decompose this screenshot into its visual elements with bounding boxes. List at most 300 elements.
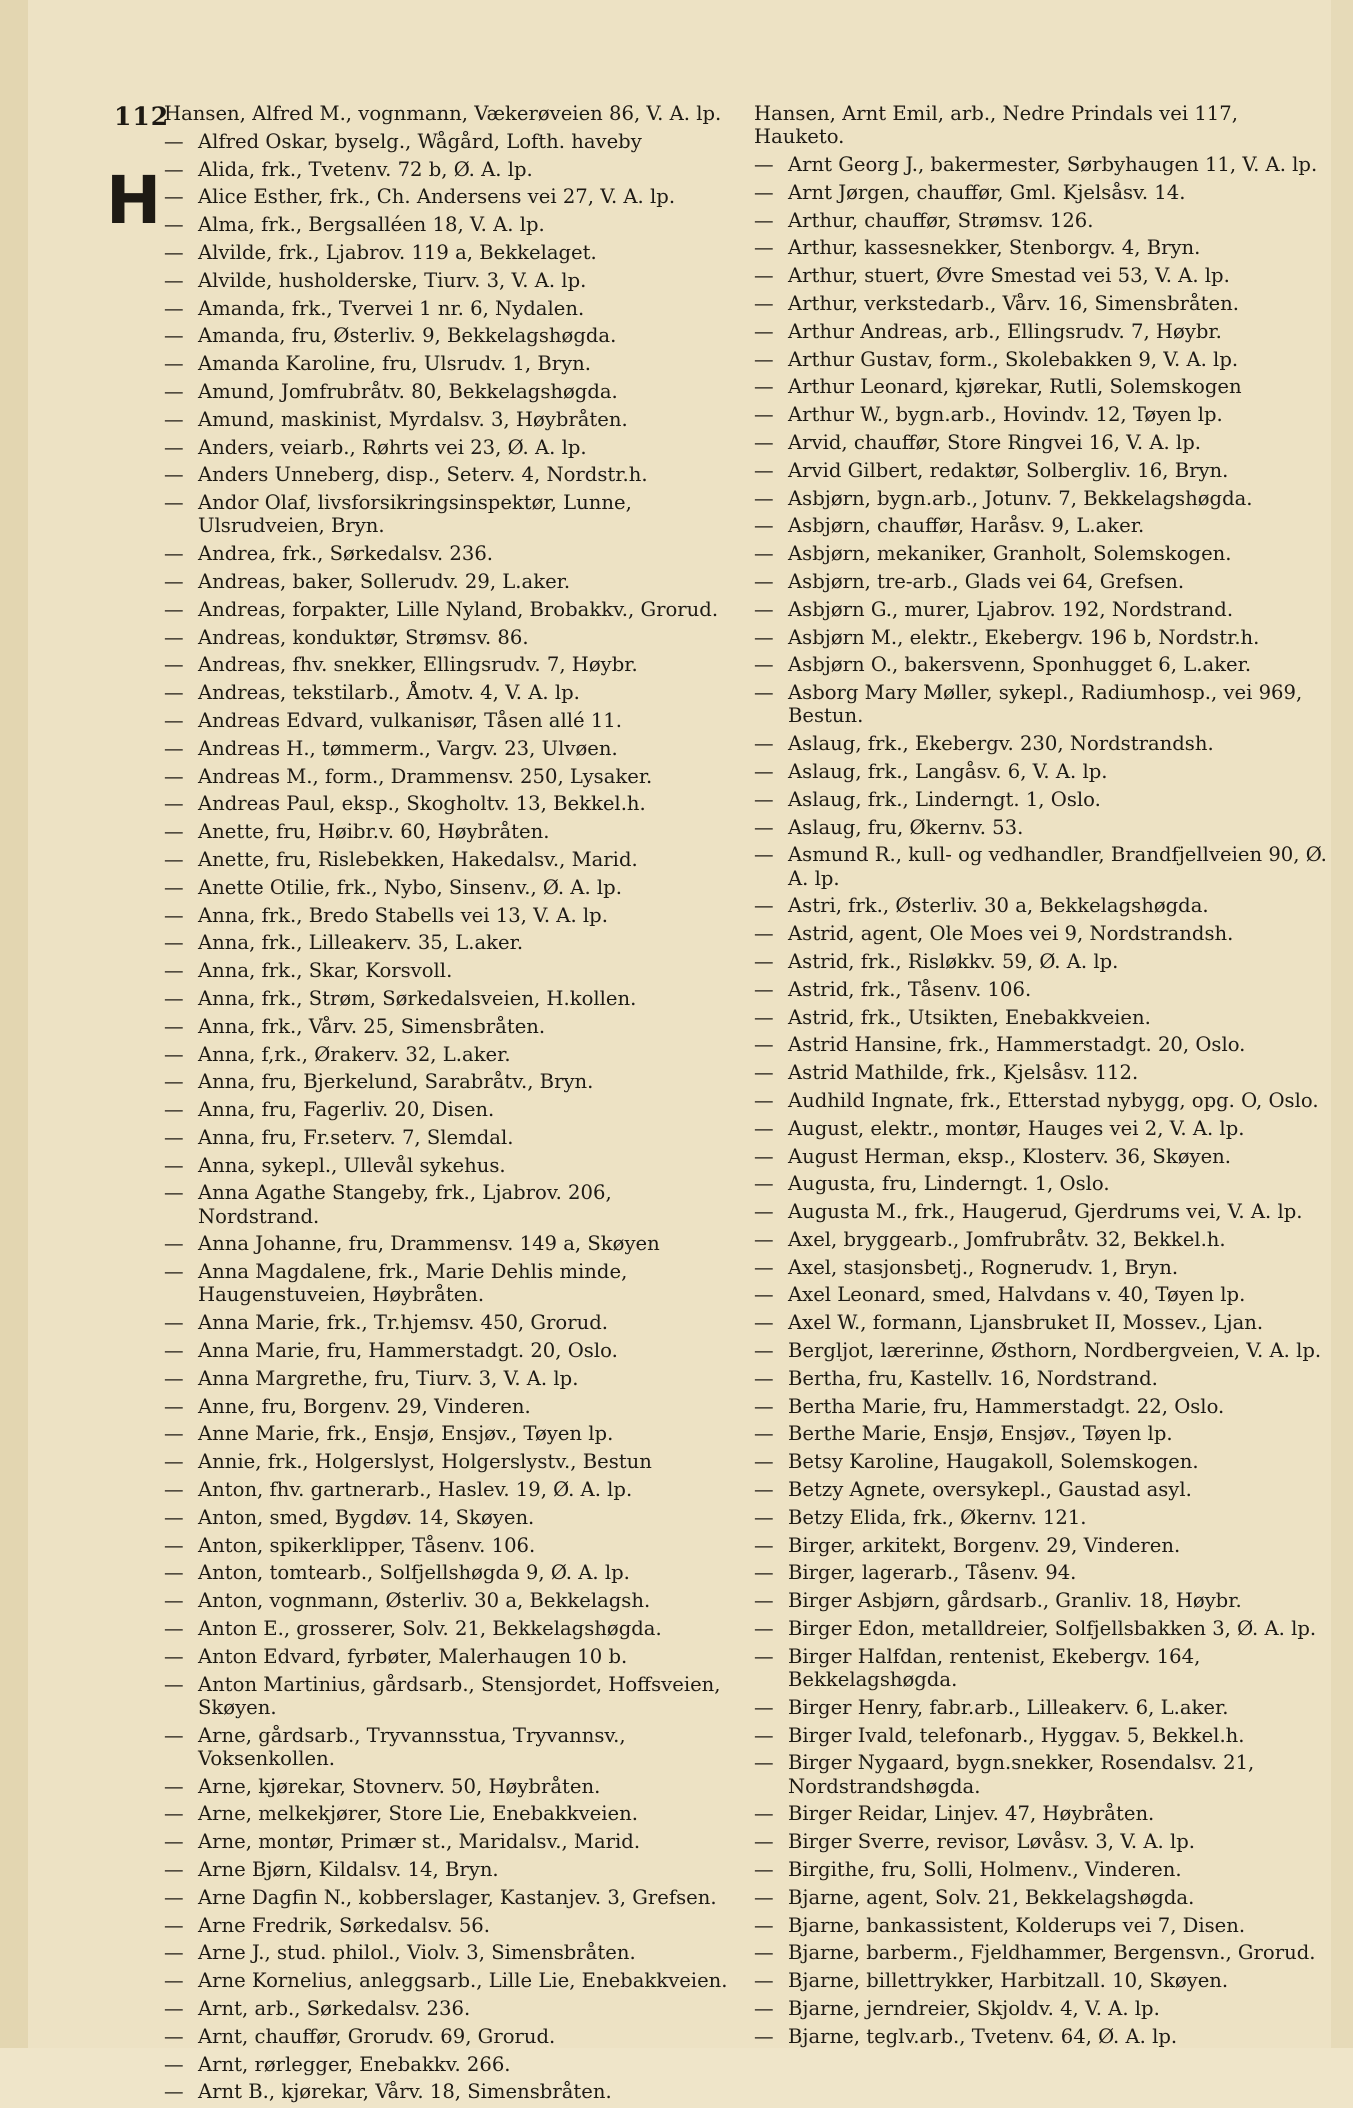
directory-entry: [164, 324, 736, 347]
entry-text: Bergljot, lærerinne, Østhorn, Nordbergveien, V. A. lp.: [788, 1339, 1322, 1363]
directory-entry: [164, 1969, 736, 1992]
directory-entry: [754, 1617, 1332, 1640]
ditto-dash: [754, 1256, 788, 1279]
entry-text: Arnt, chauffør, Grorudv. 69, Grorud.: [198, 2024, 556, 2048]
ditto-dash: [754, 181, 788, 204]
directory-entry: [164, 1589, 736, 1612]
ditto-dash: [164, 1070, 198, 1093]
directory-entry: [754, 1914, 1332, 1937]
entry-text: Hansen, Arnt Emil, arb., Nedre Prindals vei 117, Hauketo.: [754, 102, 1238, 149]
directory-entry: [754, 320, 1332, 343]
directory-entry: [164, 709, 736, 732]
entry-text: Anette, fru, Høibr.v. 60, Høybråten.: [198, 820, 550, 844]
entry-text: Axel Leonard, smed, Halvdans v. 40, Tøyen lp.: [788, 1283, 1246, 1307]
ditto-dash: [754, 403, 788, 426]
directory-entry: [754, 732, 1332, 755]
ditto-dash: [164, 1181, 198, 1204]
entry-text: Anton, smed, Bygdøv. 14, Skøyen.: [198, 1505, 535, 1529]
directory-entry: [164, 158, 736, 181]
entry-text: Astrid Hansine, frk., Hammerstadgt. 20, Oslo.: [788, 1033, 1246, 1057]
ditto-dash: [164, 491, 198, 514]
directory-entry: [754, 153, 1332, 176]
directory-entry: [754, 1941, 1332, 1964]
entry-text: Arthur, chauffør, Strømsv. 126.: [788, 208, 1094, 232]
ditto-dash: [164, 2080, 198, 2103]
entry-text: Anna Magdalene, frk., Marie Dehlis minde, Haugenstuveien, Høybråten.: [198, 1260, 628, 1307]
entry-text: Asbjørn O., bakersvenn, Sponhugget 6, L.aker.: [788, 653, 1252, 677]
ditto-dash: [754, 209, 788, 232]
directory-entry: [754, 788, 1332, 811]
directory-entry: [754, 1339, 1332, 1362]
directory-entry: [164, 598, 736, 621]
ditto-dash: [754, 459, 788, 482]
ditto-dash: [754, 236, 788, 259]
directory-entry: [164, 1830, 736, 1853]
entry-text: Anne Marie, frk., Ensjø, Ensjøv., Tøyen lp.: [198, 1422, 614, 1446]
ditto-dash: [164, 1969, 198, 1992]
directory-entry: [164, 1367, 736, 1390]
directory-entry: [754, 1969, 1332, 1992]
directory-entry: [164, 1311, 736, 1334]
ditto-dash: [164, 352, 198, 375]
directory-entry: [754, 431, 1332, 454]
entry-text: Andreas H., tømmerm., Vargv. 23, Ulvøen.: [198, 736, 618, 760]
ditto-dash: [164, 1645, 198, 1668]
ditto-dash: [754, 1997, 788, 2020]
entry-text: Arthur W., bygn.arb., Hovindv. 12, Tøyen lp.: [788, 403, 1223, 427]
directory-entry: [754, 1256, 1332, 1279]
directory-entry: [164, 1914, 736, 1937]
entry-text: Alice Esther, frk., Ch. Andersens vei 27, V. A. lp.: [198, 185, 676, 209]
ditto-dash: [164, 1802, 198, 1825]
directory-entry: [754, 1395, 1332, 1418]
directory-entry: [754, 459, 1332, 482]
ditto-dash: [754, 1506, 788, 1529]
entry-text: Anton, fhv. gartnerarb., Haslev. 19, Ø. A. lp.: [198, 1478, 633, 1502]
directory-entry: [754, 1506, 1332, 1529]
entry-text: Anna Agathe Stangeby, frk., Ljabrov. 206, Nordstrand.: [198, 1181, 612, 1228]
entry-text: Bertha, fru, Kastellv. 16, Nordstrand.: [788, 1366, 1158, 1390]
directory-entry: [164, 1260, 736, 1306]
directory-entry: [754, 1311, 1332, 1334]
directory-entry: [164, 297, 736, 320]
ditto-dash: [164, 959, 198, 982]
entry-text: Bjarne, jerndreier, Skjoldv. 4, V. A. lp.: [788, 1997, 1160, 2021]
entry-text: Astri, frk., Østerliv. 30 a, Bekkelagshøgda.: [788, 894, 1209, 918]
ditto-dash: [754, 292, 788, 315]
ditto-dash: [164, 626, 198, 649]
entry-text: Anders Unneberg, disp., Seterv. 4, Nordstr.h.: [198, 463, 648, 487]
entry-text: Axel W., formann, Ljansbruket II, Mossev., Ljan.: [788, 1311, 1264, 1335]
directory-entry: [164, 848, 736, 871]
directory-entry: [754, 1006, 1332, 1029]
entry-text: Bjarne, agent, Solv. 21, Bekkelagshøgda.: [788, 1885, 1195, 1909]
ditto-dash: [754, 922, 788, 945]
entry-text: Anton Martinius, gårdsarb., Stensjordet, Hoffsveien, Skøyen.: [198, 1672, 721, 1719]
ditto-dash: [164, 1154, 198, 1177]
entry-text: Anette, fru, Rislebekken, Hakedalsv., Marid.: [198, 847, 638, 871]
entry-text: Andreas Paul, eksp., Skogholtv. 13, Bekkel.h.: [198, 792, 646, 816]
directory-entry: [164, 765, 736, 788]
ditto-dash: [164, 2025, 198, 2048]
directory-entry: [754, 1117, 1332, 1140]
entry-text: Alida, frk., Tvetenv. 72 b, Ø. A. lp.: [198, 157, 533, 181]
ditto-dash: [164, 185, 198, 208]
ditto-dash: [164, 931, 198, 954]
directory-entry: [754, 1802, 1332, 1825]
entry-text: Birger Edon, metalldreier, Solfjellsbakken 3, Ø. A. lp.: [788, 1617, 1317, 1641]
ditto-dash: [164, 1232, 198, 1255]
entry-text: Arne, gårdsarb., Tryvannsstua, Tryvannsv., Voksenkollen.: [198, 1723, 626, 1770]
ditto-dash: [754, 1283, 788, 1306]
directory-entry: [164, 1802, 736, 1825]
entry-text: Anton, vognmann, Østerliv. 30 a, Bekkelagsh.: [198, 1589, 651, 1613]
directory-entry: [164, 1997, 736, 2020]
ditto-dash: [754, 1367, 788, 1390]
directory-entry: [754, 1589, 1332, 1612]
entry-text: Amanda, frk., Tvervei 1 nr. 6, Nydalen.: [198, 296, 585, 320]
ditto-dash: [754, 626, 788, 649]
directory-entry: [164, 463, 736, 486]
ditto-dash: [164, 1098, 198, 1121]
ditto-dash: [754, 816, 788, 839]
entry-text: Anne, fru, Borgenv. 29, Vinderen.: [198, 1394, 531, 1418]
entry-text: Arne, melkekjører, Store Lie, Enebakkveien.: [198, 1802, 638, 1826]
ditto-dash: [164, 681, 198, 704]
ditto-dash: [754, 1311, 788, 1334]
directory-entry: [164, 269, 736, 292]
entry-text: Astrid, agent, Ole Moes vei 9, Nordstrandsh.: [788, 922, 1234, 946]
ditto-dash: [754, 1858, 788, 1881]
entry-text: Arnt Jørgen, chauffør, Gml. Kjelsåsv. 14.: [788, 180, 1186, 204]
entry-text: Arthur, kassesnekker, Stenborgv. 4, Bryn.: [788, 236, 1201, 260]
entry-text: Bjarne, teglv.arb., Tvetenv. 64, Ø. A. lp.: [788, 2024, 1178, 2048]
ditto-dash: [164, 1830, 198, 1853]
ditto-dash: [754, 1589, 788, 1612]
entry-text: Anna, fru, Bjerkelund, Sarabråtv., Bryn.: [198, 1070, 594, 1094]
ditto-dash: [164, 987, 198, 1010]
entry-text: Axel, bryggearb., Jomfrubråtv. 32, Bekkel.h.: [788, 1227, 1226, 1251]
ditto-dash: [164, 2053, 198, 2076]
ditto-dash: [164, 765, 198, 788]
ditto-dash: [164, 1724, 198, 1747]
ditto-dash: [754, 894, 788, 917]
ditto-dash: [164, 1941, 198, 1964]
ditto-dash: [164, 1126, 198, 1149]
entry-text: Astrid, frk., Tåsenv. 106.: [788, 977, 1032, 1001]
directory-entry: [754, 626, 1332, 649]
ditto-dash: [754, 1941, 788, 1964]
ditto-dash: [754, 760, 788, 783]
entry-text: Alvilde, frk., Ljabrov. 119 a, Bekkelaget.: [198, 240, 597, 264]
entry-text: Alvilde, husholderske, Tiurv. 3, V. A. lp.: [198, 268, 587, 292]
ditto-dash: [754, 1339, 788, 1362]
ditto-dash: [164, 1311, 198, 1334]
entry-text: Arnt B., kjørekar, Vårv. 18, Simensbråten.: [198, 2080, 612, 2104]
entry-text: Aslaug, fru, Økernv. 53.: [788, 815, 1024, 839]
ditto-dash: [754, 153, 788, 176]
directory-entry: [754, 1997, 1332, 2020]
ditto-dash: [164, 1043, 198, 1066]
directory-entry: [164, 1858, 736, 1881]
ditto-dash: [754, 1724, 788, 1747]
ditto-dash: [754, 487, 788, 510]
directory-entry: [164, 102, 736, 125]
directory-entry: [754, 375, 1332, 398]
entry-text: Augusta M., frk., Haugerud, Gjerdrums vei, V. A. lp.: [788, 1200, 1303, 1224]
entry-text: Asborg Mary Møller, sykepl., Radiumhosp., vei 969, Bestun.: [788, 681, 1303, 728]
entry-text: Andreas, konduktør, Strømsv. 86.: [198, 625, 529, 649]
directory-entry: [164, 408, 736, 431]
directory-entry: [754, 403, 1332, 426]
directory-entry: [754, 1283, 1332, 1306]
entry-text: Alma, frk., Bergsalléen 18, V. A. lp.: [198, 213, 545, 237]
directory-entry: [754, 1751, 1332, 1797]
entry-text: Amanda Karoline, fru, Ulsrudv. 1, Bryn.: [198, 352, 592, 376]
ditto-dash: [754, 950, 788, 973]
entry-text: Astrid Mathilde, frk., Kjelsåsv. 112.: [788, 1061, 1139, 1085]
ditto-dash: [164, 876, 198, 899]
entry-text: Anna, frk., Lilleakerv. 35, L.aker.: [198, 931, 524, 955]
directory-entry: [164, 1043, 736, 1066]
directory-entry: [164, 626, 736, 649]
entry-text: Aslaug, frk., Linderngt. 1, Oslo.: [788, 787, 1101, 811]
ditto-dash: [164, 1422, 198, 1445]
entry-text: Arne Kornelius, anleggsarb., Lille Lie, Enebakkveien.: [198, 1969, 728, 1993]
entry-text: Anton Edvard, fyrbøter, Malerhaugen 10 b.: [198, 1644, 628, 1668]
ditto-dash: [754, 1914, 788, 1937]
entry-text: Andreas, baker, Sollerudv. 29, L.aker.: [198, 569, 571, 593]
entry-text: Aslaug, frk., Ekebergv. 230, Nordstrandsh.: [788, 732, 1214, 756]
directory-entry: [754, 570, 1332, 593]
entry-text: Birger Reidar, Linjev. 47, Høybråten.: [788, 1802, 1155, 1826]
entry-text: Arne Fredrik, Sørkedalsv. 56.: [198, 1913, 490, 1937]
directory-entry: [754, 102, 1332, 148]
directory-entry: [754, 2025, 1332, 2048]
entry-text: Andreas Edvard, vulkanisør, Tåsen allé 11.: [198, 708, 623, 732]
ditto-dash: [754, 542, 788, 565]
directory-entry: [164, 1395, 736, 1418]
ditto-dash: [754, 264, 788, 287]
directory-entry: [754, 181, 1332, 204]
left-column: [164, 102, 736, 2108]
ditto-dash: [164, 1367, 198, 1390]
ditto-dash: [754, 1089, 788, 1112]
entry-text: Arne Dagfin N., kobberslager, Kastanjev. 3, Grefsen.: [198, 1885, 717, 1909]
directory-entry: [164, 241, 736, 264]
entry-text: Anton, tomtearb., Solfjellshøgda 9, Ø. A. lp.: [198, 1561, 630, 1585]
directory-entry: [754, 816, 1332, 839]
ditto-dash: [164, 1997, 198, 2020]
ditto-dash: [164, 1339, 198, 1362]
ditto-dash: [164, 1775, 198, 1798]
ditto-dash: [754, 1561, 788, 1584]
section-letter: H: [106, 162, 162, 239]
entry-text: Arne Bjørn, Kildalsv. 14, Bryn.: [198, 1858, 499, 1882]
entry-text: August Herman, eksp., Klosterv. 36, Skøyen.: [788, 1144, 1232, 1168]
directory-entry: [754, 1830, 1332, 1853]
directory-entry: [754, 1200, 1332, 1223]
directory-entry: [754, 1724, 1332, 1747]
ditto-dash: [164, 269, 198, 292]
entry-text: Anette Otilie, frk., Nybo, Sinsenv., Ø. A. lp.: [198, 875, 622, 899]
directory-entry: [754, 843, 1332, 889]
directory-entry: [164, 185, 736, 208]
directory-entry: [754, 1696, 1332, 1719]
ditto-dash: [754, 1802, 788, 1825]
entry-text: Arnt, arb., Sørkedalsv. 236.: [198, 1997, 471, 2021]
ditto-dash: [754, 1645, 788, 1668]
directory-entry: [754, 1367, 1332, 1390]
entry-text: Aslaug, frk., Langåsv. 6, V. A. lp.: [788, 759, 1108, 783]
ditto-dash: [754, 1969, 788, 1992]
entry-text: Andreas, fhv. snekker, Ellingsrudv. 7, Høybr.: [198, 653, 638, 677]
entry-text: Asbjørn, bygn.arb., Jotunv. 7, Bekkelagshøgda.: [788, 486, 1253, 510]
directory-entry: [754, 209, 1332, 232]
entry-text: Anders, veiarb., Røhrts vei 23, Ø. A. lp.: [198, 435, 587, 459]
entry-text: Amund, maskinist, Myrdalsv. 3, Høybråten.: [198, 407, 628, 431]
entry-text: Andreas M., form., Drammensv. 250, Lysaker.: [198, 764, 653, 788]
directory-entry: [164, 1070, 736, 1093]
entry-text: Asbjørn G., murer, Ljabrov. 192, Nordstrand.: [788, 597, 1234, 621]
directory-entry: [754, 1886, 1332, 1909]
entry-text: Birger, arkitekt, Borgenv. 29, Vinderen.: [788, 1533, 1181, 1557]
entry-text: Arnt, rørlegger, Enebakkv. 266.: [198, 2052, 511, 2076]
ditto-dash: [164, 1450, 198, 1473]
directory-entry: [754, 1228, 1332, 1251]
ditto-dash: [754, 788, 788, 811]
entry-text: Anna, f,rk., Ørakerv. 32, L.aker.: [198, 1042, 511, 1066]
ditto-dash: [164, 380, 198, 403]
directory-entry: [754, 1478, 1332, 1501]
ditto-dash: [164, 820, 198, 843]
entry-text: Andrea, frk., Sørkedalsv. 236.: [198, 542, 494, 566]
ditto-dash: [164, 1914, 198, 1937]
ditto-dash: [754, 1228, 788, 1251]
directory-entry: [164, 491, 736, 537]
directory-entry: [754, 950, 1332, 973]
ditto-dash: [164, 1506, 198, 1529]
entry-text: Anna, frk., Strøm, Sørkedalsveien, H.kollen.: [198, 986, 637, 1010]
ditto-dash: [754, 570, 788, 593]
ditto-dash: [164, 1886, 198, 1909]
directory-entry: [754, 1145, 1332, 1168]
ditto-dash: [164, 1858, 198, 1881]
entry-text: Birger Halfdan, rentenist, Ekebergv. 164, Bekkelagshøgda.: [788, 1644, 1201, 1692]
directory-entry: [754, 487, 1332, 510]
directory-entry: [754, 1858, 1332, 1881]
ditto-dash: [754, 681, 788, 704]
entry-text: Amanda, fru, Østerliv. 9, Bekkelagshøgda.: [198, 324, 617, 348]
directory-entry: [164, 1534, 736, 1557]
ditto-dash: [164, 1478, 198, 1501]
entry-text: Berthe Marie, Ensjø, Ensjøv., Tøyen lp.: [788, 1422, 1173, 1446]
ditto-dash: [754, 1061, 788, 1084]
directory-entry: [754, 1033, 1332, 1056]
directory-entry: [754, 760, 1332, 783]
entry-text: August, elektr., montør, Hauges vei 2, V. A. lp.: [788, 1116, 1245, 1140]
entry-text: Arvid, chauffør, Store Ringvei 16, V. A. lp.: [788, 430, 1201, 454]
ditto-dash: [164, 1395, 198, 1418]
right-column: [754, 102, 1332, 2053]
directory-entry: [164, 130, 736, 153]
entry-text: Astrid, frk., Utsikten, Enebakkveien.: [788, 1005, 1151, 1029]
ditto-dash: [754, 1200, 788, 1223]
entry-text: Asbjørn, mekaniker, Granholt, Solemskogen.: [788, 542, 1232, 566]
directory-entry: [164, 1617, 736, 1640]
ditto-dash: [164, 792, 198, 815]
ditto-dash: [164, 324, 198, 347]
ditto-dash: [754, 514, 788, 537]
directory-entry: [164, 1450, 736, 1473]
directory-entry: [164, 1098, 736, 1121]
entry-text: Amund, Jomfrubråtv. 80, Bekkelagshøgda.: [198, 379, 618, 403]
ditto-dash: [164, 408, 198, 431]
ditto-dash: [754, 348, 788, 371]
ditto-dash: [754, 1478, 788, 1501]
entry-text: Bjarne, barberm., Fjeldhammer, Bergensvn., Grorud.: [788, 1941, 1316, 1965]
ditto-dash: [164, 598, 198, 621]
entry-text: Bertha Marie, fru, Hammerstadgt. 22, Oslo.: [788, 1394, 1225, 1418]
page-number: 112: [114, 102, 170, 131]
entry-text: Hansen, Alfred M., vognmann, Vækerøveien 86, V. A. lp.: [164, 102, 722, 125]
ditto-dash: [754, 1886, 788, 1909]
directory-entry: [164, 380, 736, 403]
ditto-dash: [754, 1696, 788, 1719]
ditto-dash: [754, 653, 788, 676]
directory-entry: [754, 1561, 1332, 1584]
directory-entry: [164, 1645, 736, 1668]
entry-text: Anna, frk., Vårv. 25, Simensbråten.: [198, 1014, 546, 1038]
directory-entry: [164, 681, 736, 704]
directory-entry: [754, 1172, 1332, 1195]
entry-text: Birger Nygaard, bygn.snekker, Rosendalsv. 21, Nordstrandshøgda.: [788, 1751, 1255, 1798]
entry-text: Augusta, fru, Linderngt. 1, Oslo.: [788, 1172, 1110, 1196]
directory-entry: [754, 598, 1332, 621]
ditto-dash: [164, 904, 198, 927]
entry-text: Anna, frk., Skar, Korsvoll.: [198, 959, 453, 983]
ditto-dash: [754, 1751, 788, 1774]
entry-text: Anna, sykepl., Ullevål sykehus.: [198, 1153, 506, 1177]
directory-entry: [164, 987, 736, 1010]
entry-text: Arne J., stud. philol., Violv. 3, Simensbråten.: [198, 1941, 636, 1965]
ditto-dash: [164, 1589, 198, 1612]
ditto-dash: [754, 431, 788, 454]
ditto-dash: [754, 320, 788, 343]
entry-text: Birger Sverre, revisor, Løvåsv. 3, V. A. lp.: [788, 1830, 1196, 1854]
entry-text: Arthur, stuert, Øvre Smestad vei 53, V. A. lp.: [788, 264, 1230, 288]
directory-entry: [164, 876, 736, 899]
ditto-dash: [164, 737, 198, 760]
directory-entry: [164, 904, 736, 927]
ditto-dash: [754, 1145, 788, 1168]
ditto-dash: [754, 1534, 788, 1557]
entry-text: Anna Marie, frk., Tr.hjemsv. 450, Grorud.: [198, 1311, 608, 1335]
directory-entry: [164, 1561, 736, 1584]
ditto-dash: [164, 1534, 198, 1557]
ditto-dash: [754, 1172, 788, 1195]
directory-entry: [754, 236, 1332, 259]
entry-text: Anna, frk., Bredo Stabells vei 13, V. A. lp.: [198, 903, 608, 927]
directory-entry: [164, 959, 736, 982]
ditto-dash: [164, 241, 198, 264]
directory-entry: [164, 1478, 736, 1501]
directory-entry: [164, 1339, 736, 1362]
entry-text: Arthur Leonard, kjørekar, Rutli, Solemskogen: [788, 375, 1242, 399]
directory-entry: [754, 653, 1332, 676]
ditto-dash: [754, 1450, 788, 1473]
ditto-dash: [164, 158, 198, 181]
